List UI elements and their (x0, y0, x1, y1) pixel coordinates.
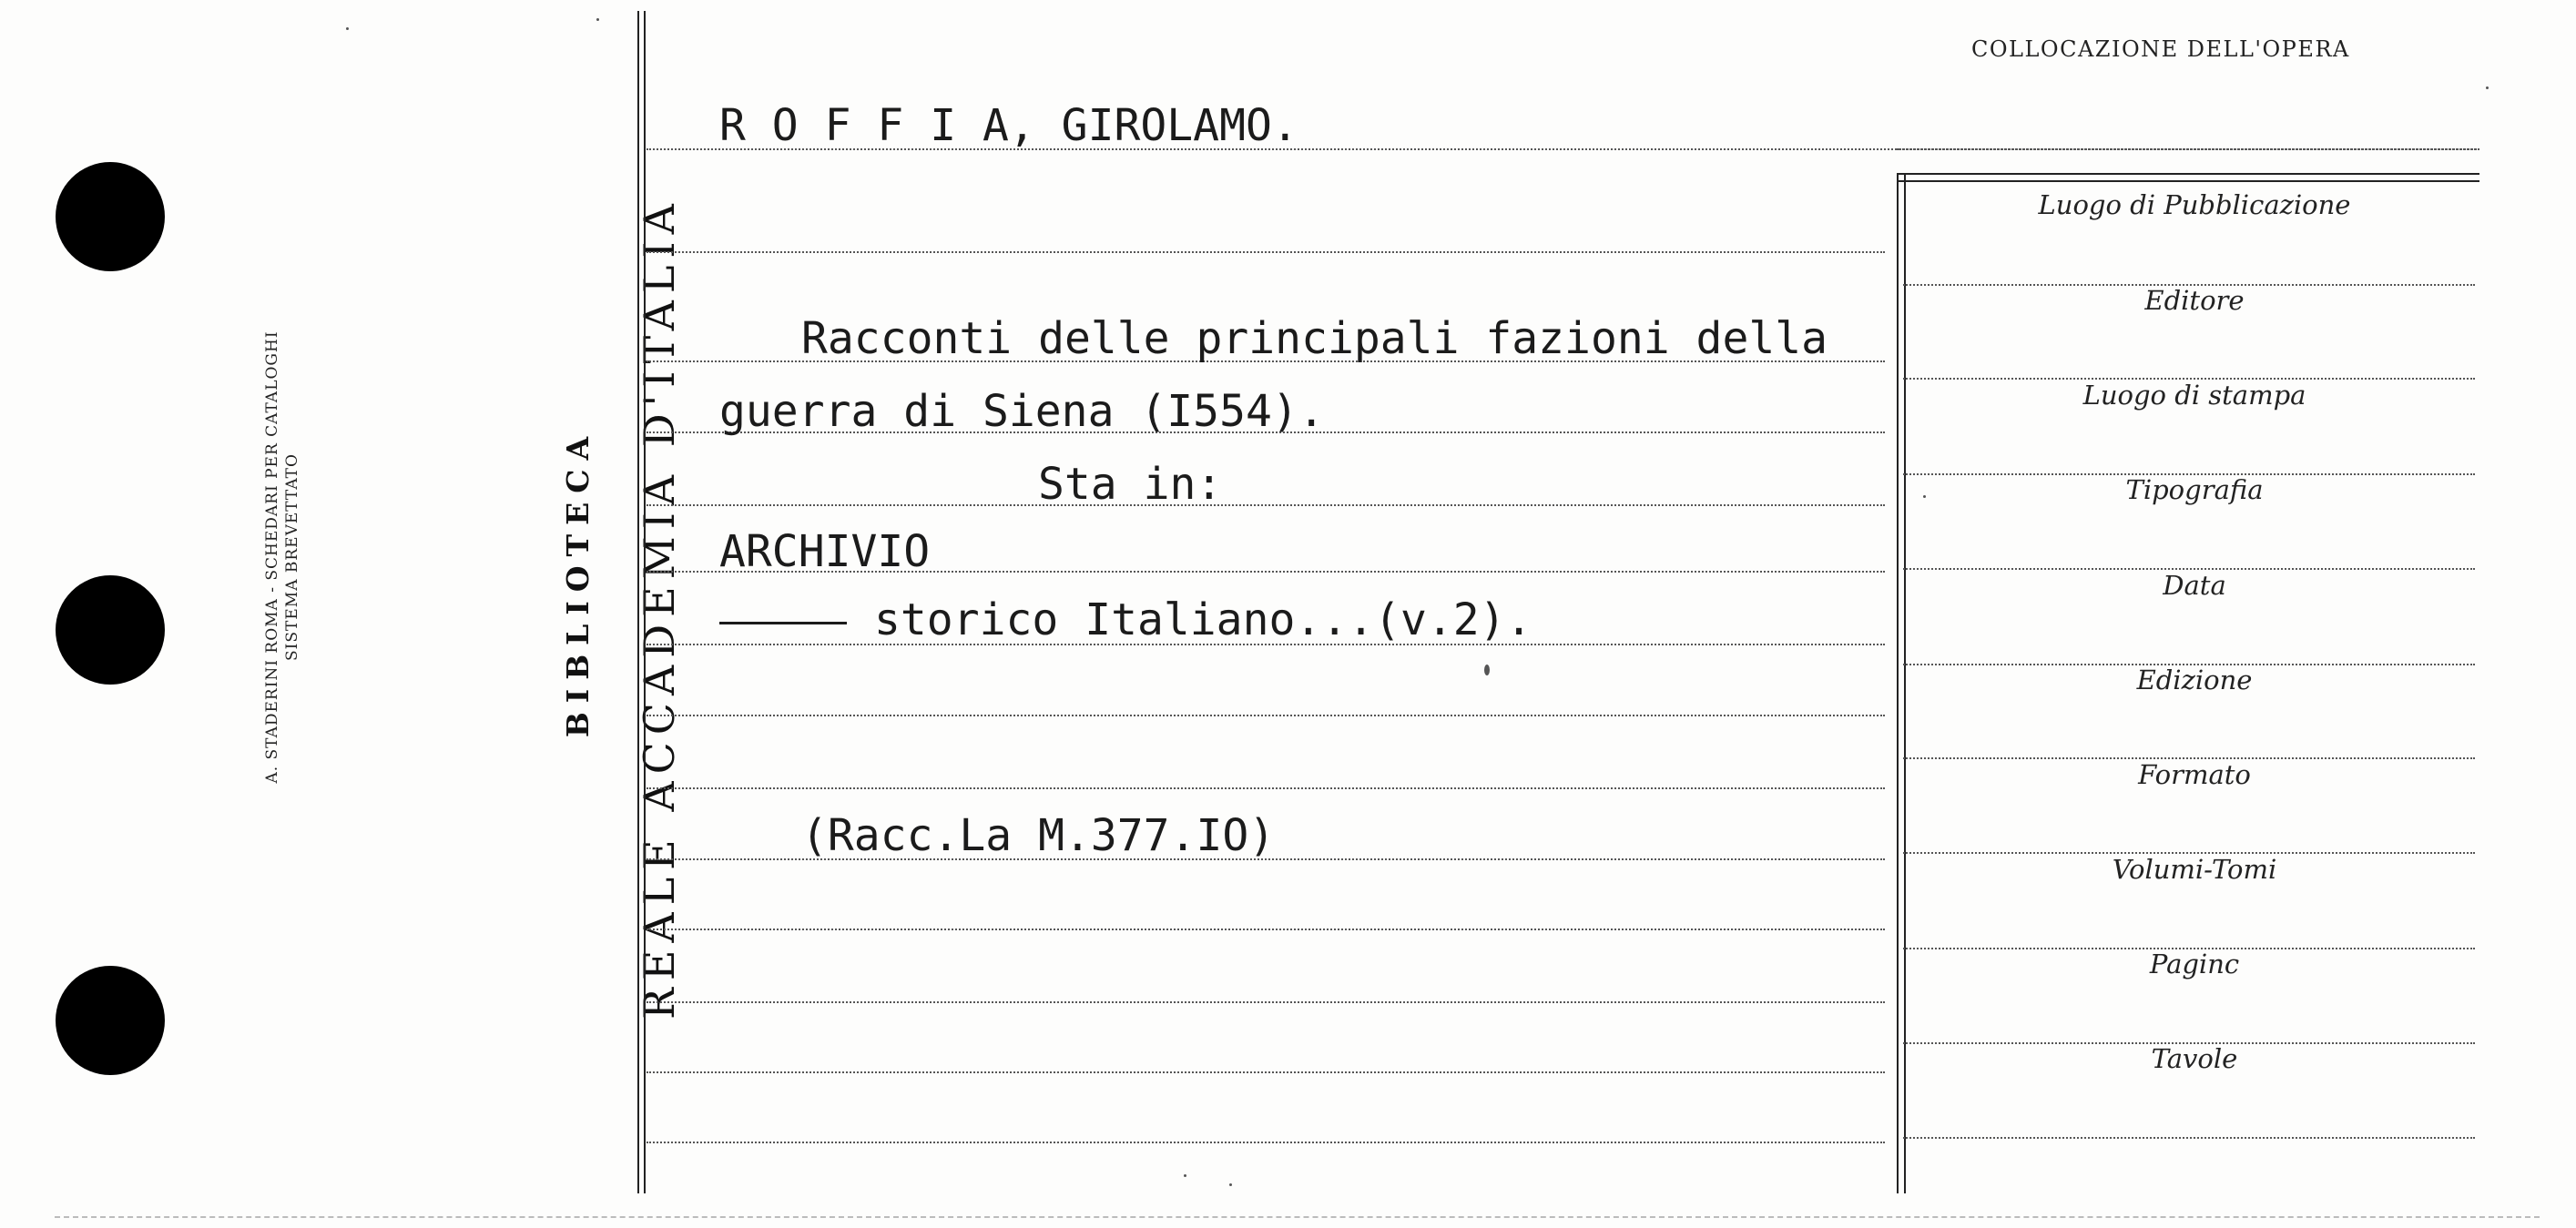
ruled-line (647, 929, 1885, 930)
shelfmark: (Racc.La M.377.IO) (801, 810, 1276, 861)
collocation-header: COLLOCAZIONE DELL'OPERA (1971, 36, 2350, 62)
table-top-rule (1897, 173, 2479, 175)
field-rule (1903, 1137, 2475, 1139)
repeat-dash (719, 622, 847, 624)
field-label-luogo-stampa: Luogo di stampa (2082, 380, 2306, 411)
field-label-tavole: Tavole (2151, 1043, 2238, 1074)
ruled-line (647, 1071, 1885, 1073)
table-top-rule-inner (1897, 180, 2479, 182)
paper-speck (1184, 1174, 1186, 1177)
field-label-pagine: Paginc (2149, 949, 2240, 979)
ruled-line (647, 787, 1885, 789)
bottom-edge (55, 1216, 2540, 1218)
field-label-formato: Formato (2138, 759, 2251, 790)
ruled-line (647, 1001, 1885, 1003)
paper-speck (346, 27, 349, 30)
ruled-line (647, 1142, 1885, 1143)
printer-imprint (262, 248, 302, 867)
field-label-edizione: Edizione (2136, 665, 2253, 695)
paper-speck (1484, 665, 1490, 675)
field-label-editore: Editore (2144, 285, 2245, 316)
library-name: BIBLIOTECA (560, 427, 596, 738)
institution-name: REALE ACCADEMIA D'ITALIA (635, 197, 684, 1020)
contained-in-label: Sta in: (1038, 459, 1223, 510)
ruled-line (647, 251, 1885, 253)
title-line-1: Racconti delle principali fazioni della (801, 313, 1828, 364)
field-label-volumi-tomi: Volumi-Tomi (2112, 854, 2277, 885)
series-line-1: ARCHIVIO (719, 526, 931, 577)
printer-imprint-line-1: A. STADERINI ROMA - SCHEDARI PER CATALOGHI (263, 330, 281, 784)
paper-speck (596, 18, 599, 21)
ruled-line (647, 504, 1885, 506)
paper-speck (2486, 86, 2489, 89)
series-line-2-row (719, 594, 1532, 645)
table-left-rule (1897, 173, 1899, 1193)
field-label-luogo-pubblicazione: Luogo di Pubblicazione (2038, 189, 2351, 220)
paper-speck (1923, 495, 1926, 498)
left-border-rule-inner (644, 11, 646, 1193)
author-heading: R O F F I A, GIROLAMO. (719, 100, 1298, 151)
printer-imprint-line-2: SISTEMA BREVETTATO (283, 453, 301, 661)
title-line-2: guerra di Siena (I554). (719, 386, 1325, 437)
field-label-data: Data (2163, 570, 2226, 601)
paper-speck (1229, 1183, 1232, 1186)
ruled-line (647, 715, 1885, 716)
punch-hole-top (56, 162, 165, 271)
field-label-tipografia: Tipografia (2125, 474, 2264, 505)
left-border-rule (637, 11, 639, 1193)
punch-hole-bottom (56, 966, 165, 1075)
series-line-2: storico Italiano...(v.2). (874, 594, 1532, 645)
punch-hole-middle (56, 575, 165, 685)
